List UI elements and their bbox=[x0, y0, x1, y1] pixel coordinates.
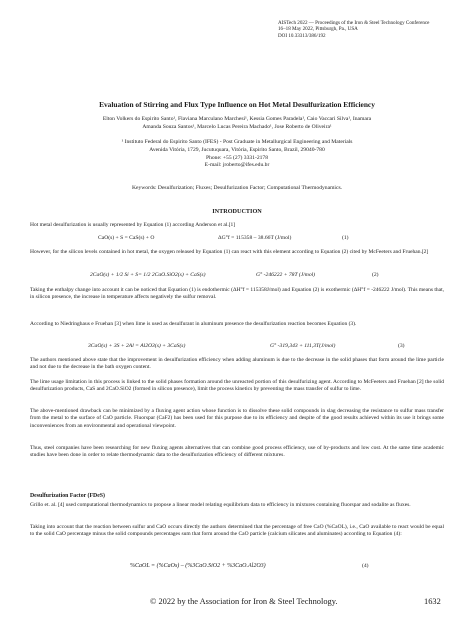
equation-4-number: (4) bbox=[362, 563, 369, 569]
paragraph-10: Taking into account that the reaction between sulfur and CaO occurs directly the authors determined that the percentage of free CaO (%CaOL), i.e., CaO available to react would be equal to the solid CaO percentage minus the solid compounds percentages sum that form around the CaO particle (calcium silicates and aluminates) according to Equation (4): bbox=[30, 524, 444, 538]
equation-3-lhs: 3CaO(s) + 3S + 2Al = Al2O3(s) + 3CaS(s) bbox=[88, 343, 186, 349]
proceedings-header bbox=[278, 20, 468, 39]
affiliation-phone: Phone: +55 (27) 3331-2178 bbox=[205, 154, 269, 161]
keywords: Keywords: Desulfurization; Fluxes; Desulfurization Factor; Computational Thermodynamics. bbox=[131, 185, 343, 191]
section-heading-introduction: INTRODUCTION bbox=[212, 208, 262, 215]
paragraph-6: The lime usage limitation in this process is linked to the solid phases formation around the unreacted portion of this desulfurizing agent. According to McFeeters and Fruehan [2] the solid desulfurization products, CaS and 2CaO.SiO2 (formed in silicon presence), limit the process kinetics by preventing the mass transfer of sulfur to lime. bbox=[30, 379, 444, 393]
equation-1-lhs: CaO(s) + S = CaS(s) + O bbox=[98, 235, 155, 241]
paper-title: Evaluation of Stirring and Flux Type Influence on Hot Metal Desulfurization Efficiency bbox=[99, 100, 375, 109]
affiliation-institution: ¹ Instituto Federal do Espirito Santo (IFES) - Post Graduate in Metallurgical Engineering and Materials bbox=[121, 139, 353, 145]
equation-1-number: (1) bbox=[342, 235, 349, 241]
equation-4: %CaOL = (%CaOs) – (%3CaO.SiO2 + %3CaO.Al2O3) bbox=[130, 563, 266, 569]
header-conference: AISTech 2022 — Proceedings of the Iron & Steel Technology Conference bbox=[278, 20, 430, 26]
header-date-place: 16–18 May 2022, Pittsburgh, Pa., USA bbox=[278, 26, 358, 33]
copyright-footer: © 2022 by the Association for Iron & Steel Technology. bbox=[150, 597, 338, 606]
paragraph-9: Grillo et. al. [4] used computational thermodynamics to propose a linear model relating equilibrium data to efficiency in mixtures containing fluorspar and sodalite as fluxes. bbox=[30, 502, 411, 508]
equation-3-number: (3) bbox=[398, 343, 405, 349]
page-number: 1632 bbox=[424, 597, 441, 606]
equation-2-lhs: 2CaO(s) + 1/2 Si + S= 1/2 2CaO.SiO2(s) + CaS(s) bbox=[90, 272, 206, 278]
paragraph-1: Hot metal desulfurization is usually represented by Equation (1) according Anderson et al.[1] bbox=[30, 222, 236, 228]
paragraph-8: Thus, steel companies have been researching for new fluxing agents alternatives that can combine good process efficiency, use of by-products and low cost. At the same time academic studies have been done in order to relate thermodynamic data to the desulfurization efficiency of different mixtures. bbox=[30, 445, 444, 459]
equation-1-rhs: ΔG°f = 115358 – 38.66T (J/mol) bbox=[218, 235, 292, 241]
paragraph-5: The authors mentioned above state that the improvement in desulfurization efficiency when adding aluminum is due to the decrease in the solid phases that form around the lime particle and not due to the decrease in the bath oxygen content. bbox=[30, 357, 444, 371]
paragraph-7: The above-mentioned drawback can be minimized by a fluxing agent action whose function is to dissolve these solid compounds in slag decreasing the resistance to sulfur mass transfer from the metal to the surface of CaO particle. Fluorspar (CaF2) has been used for this purpose due to its efficiency and despite of the good results achieved within its use it brings some inconveniences from an environmental and operational viewpoint. bbox=[30, 408, 444, 429]
affiliation-email: E-mail: jroberto@ifes.edu.br bbox=[204, 162, 270, 169]
equation-3-rhs: G° -319,343 + 111,3T(J/mol) bbox=[270, 343, 336, 349]
paragraph-4: According to Niedringhaus e Fruehan [3] when lime is used as desulfurant in aluminum presence the desulfurization reaction becomes Equation (3). bbox=[30, 321, 357, 327]
equation-2-number: (2) bbox=[372, 272, 379, 278]
subsection-heading-fdes: Desulfurization Factor (FDeS) bbox=[30, 493, 105, 499]
author-line-1: Elton Volkers do Espirito Santo¹, Flaviana Marculano Marchesi¹, Kessia Gomes Paradela¹, Caio Vaccari Silva¹, Inamara bbox=[102, 116, 372, 122]
equation-2-rhs: G° -246222 + 78T (J/mol) bbox=[256, 272, 316, 278]
affiliation bbox=[20, 139, 454, 170]
header-doi: DOI 10.33313/386/192 bbox=[278, 32, 326, 39]
paragraph-2: However, for the silicon levels contained in hot metal, the oxygen released by Equation (1) can react with this element according to Equation (2) cited by McFeeters and Fruehan.[2] bbox=[30, 249, 429, 255]
paragraph-3: Taking the enthalpy change into account it can be noticed that Equation (1) is endothermic (ΔH°f = 115358J/mol) and Equation (2) is exothermic (ΔH°f = -246222 J/mol). This means that, in silicon presence, the increase in temperature affects negatively the sulfur removal. bbox=[30, 287, 444, 301]
author-line-2: Amanda Souza Santos¹, Marcelo Lucas Pereira Machado¹, Jose Roberto de Oliveira¹ bbox=[142, 123, 332, 130]
author-list bbox=[20, 116, 454, 131]
affiliation-address: Avenida Vitória, 1729, Jucutuquara, Vitória, Espirito Santo, Brazil, 29040-780 bbox=[149, 146, 325, 153]
